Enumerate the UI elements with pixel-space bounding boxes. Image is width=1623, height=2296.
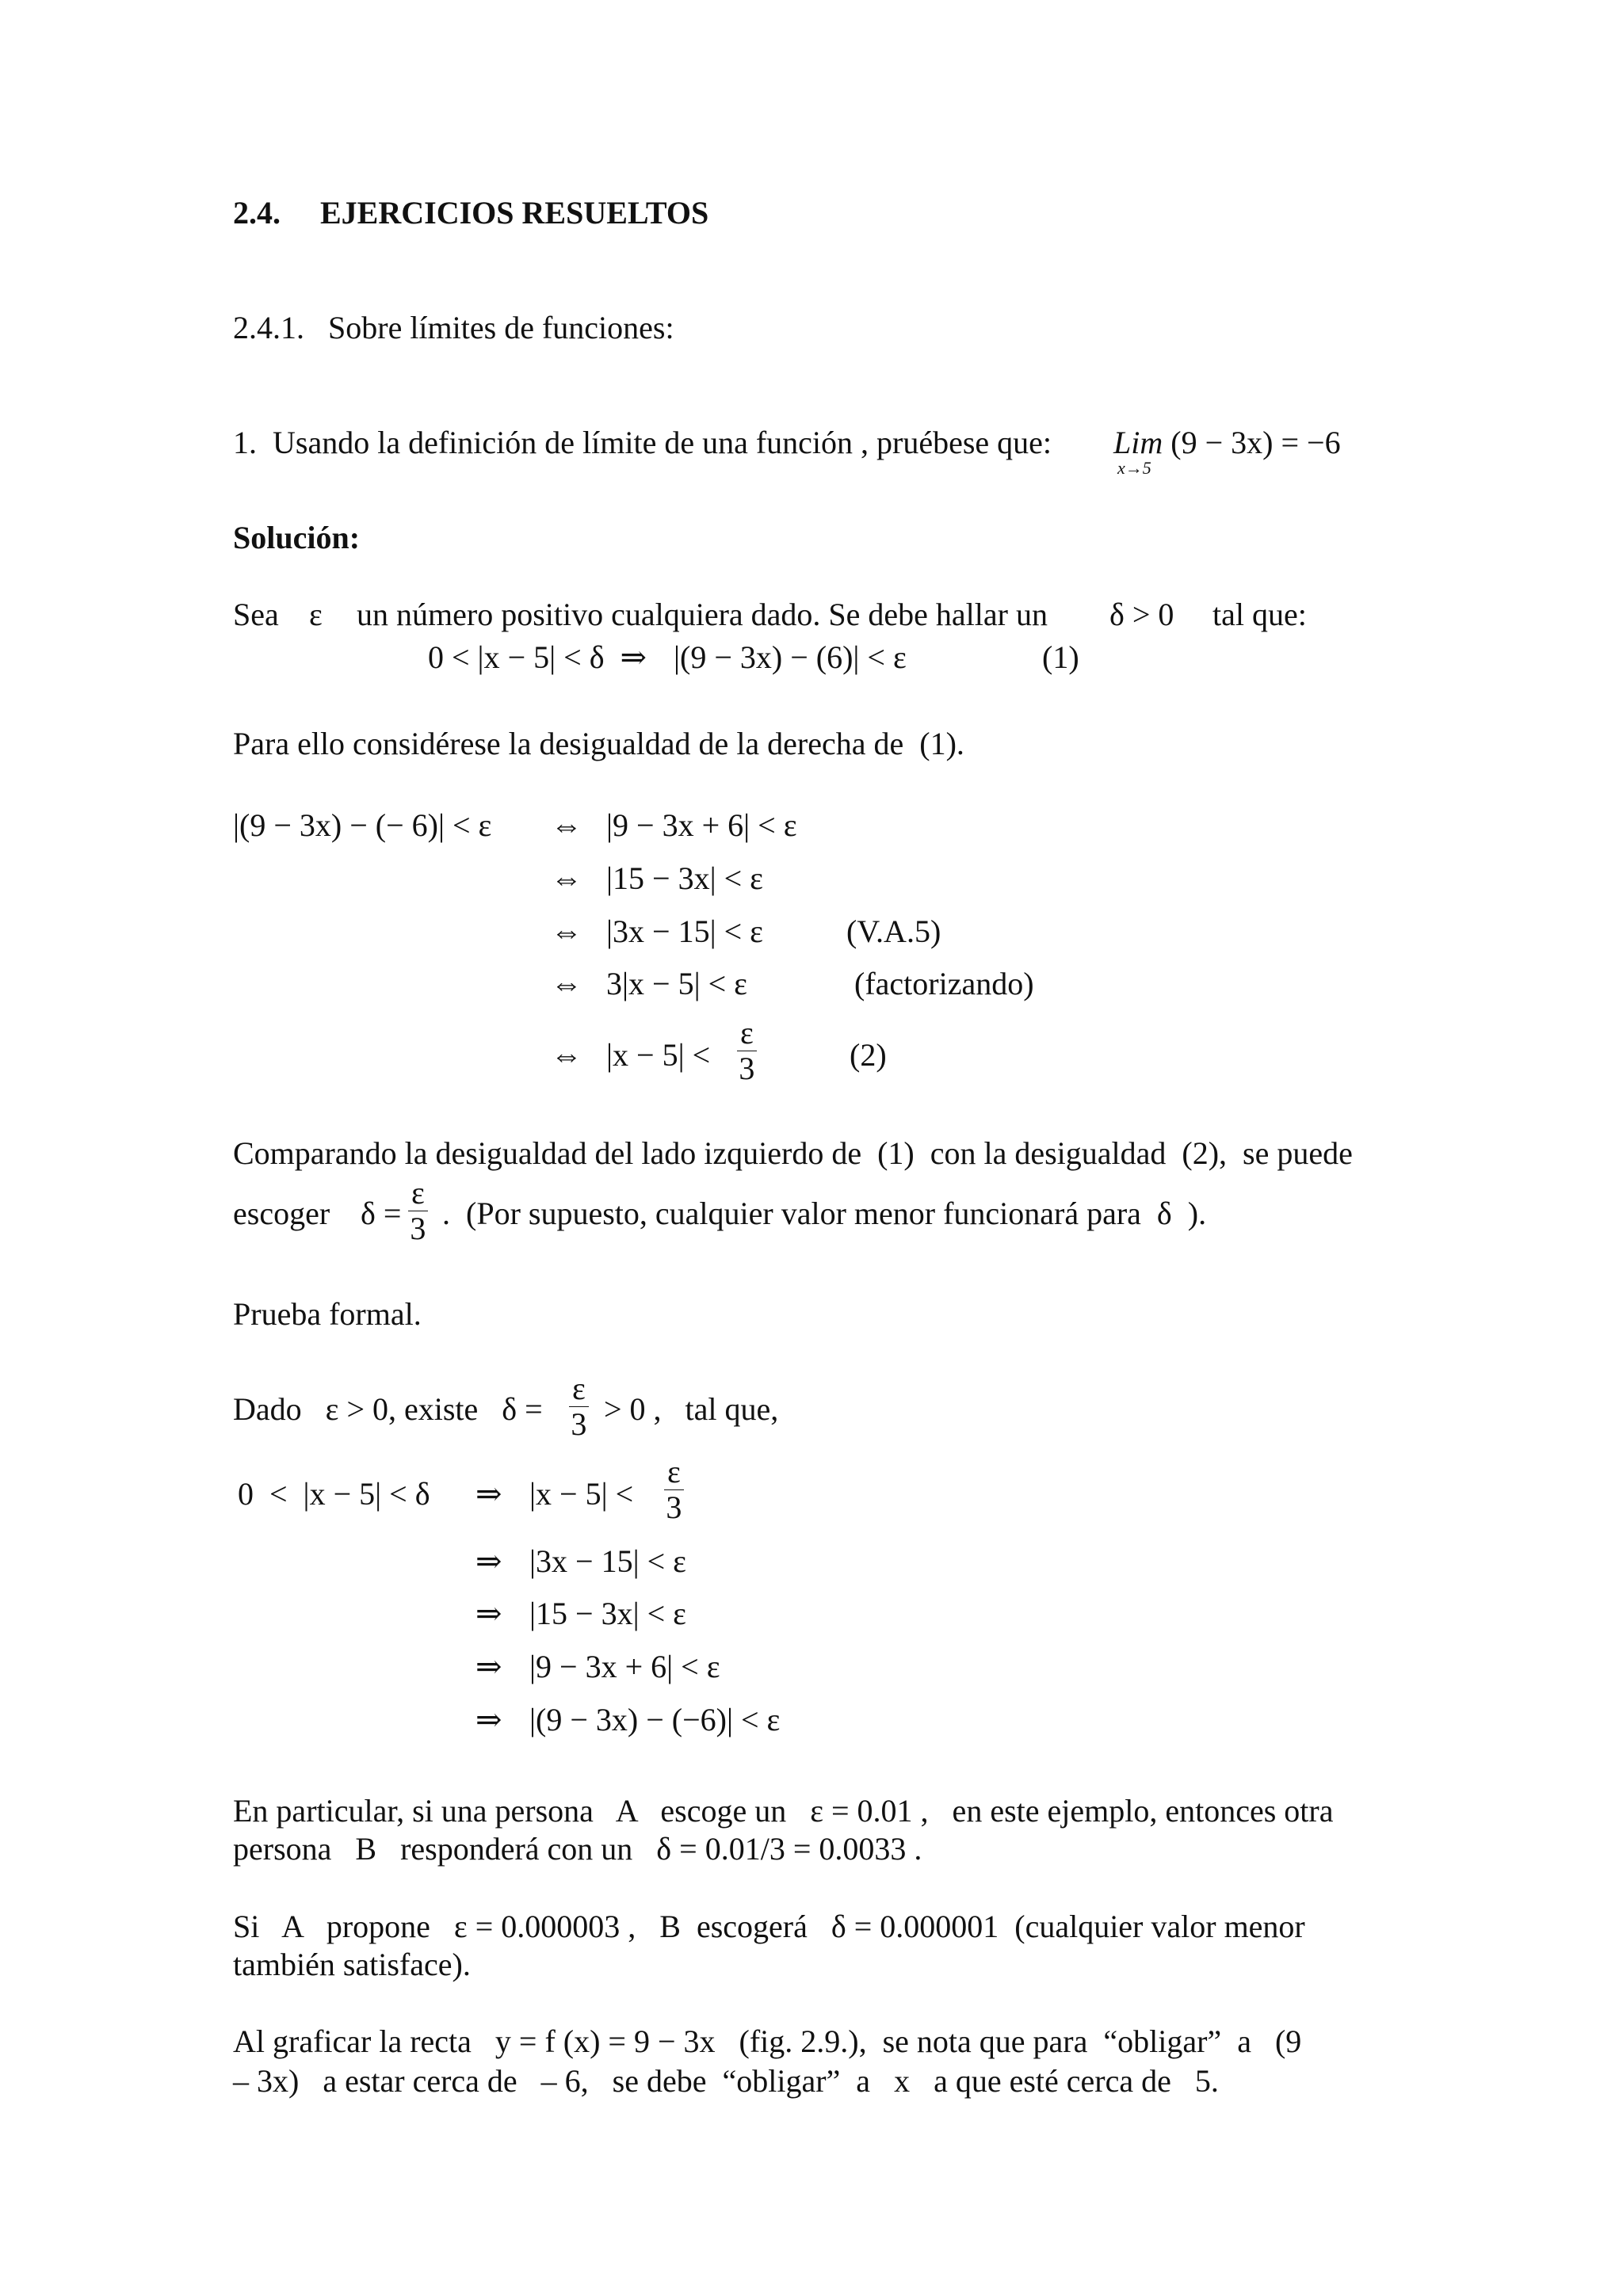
proof-op-1: ⇒ xyxy=(475,1543,502,1579)
proof-op-0: ⇒ xyxy=(475,1476,502,1512)
subsection-title: 2.4.1. Sobre límites de funciones: xyxy=(233,310,674,345)
deriv-rhs-4: |x − 5| < xyxy=(606,1037,711,1073)
eq1-right: |(9 − 3x) − (6)| < ε xyxy=(674,639,907,675)
lim-word: Lim xyxy=(1113,425,1163,460)
si-a-line1: Si A propone ε = 0.000003 , B escogerá δ = 0.000001 (cualquier valor menor xyxy=(233,1909,1305,1944)
escoger-frac: $\frac{\varepsilon}{3}$ xyxy=(408,1176,428,1246)
deriv-lhs-0: |(9 − 3x) − (− 6)| < ε xyxy=(233,807,492,843)
problem-intro: 1. Usando la definición de límite de una función , pruébese que: xyxy=(233,425,1052,460)
proof-frac: $\frac{\varepsilon}{3}$ xyxy=(664,1455,684,1525)
sea-line-delta: δ > 0 xyxy=(1109,597,1174,632)
deriv-note-4: (2) xyxy=(850,1037,887,1073)
dado-part1: Dado ε > 0, existe δ = xyxy=(233,1391,543,1427)
deriv-rhs-1: |15 − 3x| < ε xyxy=(606,860,763,896)
deriv-op-1: ⇔ xyxy=(551,860,582,896)
dado-part2: > 0 , tal que, xyxy=(604,1391,779,1427)
sea-line-part3: tal que: xyxy=(1212,597,1307,632)
eq1-label: (1) xyxy=(1042,639,1079,675)
solution-heading: Solución: xyxy=(233,520,361,555)
proof-rhs-3: |9 − 3x + 6| < ε xyxy=(529,1649,720,1684)
sea-line-epsilon: ε xyxy=(309,597,323,632)
deriv-op-0: ⇔ xyxy=(551,807,582,843)
particular-line2: persona B responderá con un δ = 0.01/3 = 0.0033 . xyxy=(233,1831,922,1867)
escoger-part1: escoger xyxy=(233,1196,330,1231)
escoger-part2: . (Por supuesto, cualquier valor menor funcionará para δ ). xyxy=(442,1196,1207,1231)
proof-lhs-0: 0 < |x − 5| < δ xyxy=(238,1476,430,1512)
sea-line-part1: Sea xyxy=(233,597,279,632)
section-title: 2.4. EJERCICIOS RESUELTOS xyxy=(233,195,709,231)
deriv-frac: $\frac{\varepsilon}{3}$ xyxy=(737,1016,757,1086)
deriv-rhs-3: 3|x − 5| < ε xyxy=(606,966,747,1001)
deriv-op-2: ⇔ xyxy=(551,913,582,949)
deriv-rhs-0: |9 − 3x + 6| < ε xyxy=(606,807,797,843)
sea-line-part2: un número positivo cualquiera dado. Se debe hallar un xyxy=(357,597,1048,632)
proof-rhs-2: |15 − 3x| < ε xyxy=(529,1596,686,1631)
proof-op-2: ⇒ xyxy=(475,1596,502,1631)
proof-rhs-4: |(9 − 3x) − (−6)| < ε xyxy=(529,1702,781,1737)
si-a-line2: también satisface). xyxy=(233,1947,471,1982)
particular-line1: En particular, si una persona A escoge un ε = 0.01 , en este ejemplo, entonces otra xyxy=(233,1793,1334,1829)
limit-body: (9 − 3x) = −6 xyxy=(1170,425,1341,460)
proof-rhs-1: |3x − 15| < ε xyxy=(529,1543,686,1579)
comparando: Comparando la desigualdad del lado izquierdo de (1) con la desigualdad (2), se puede xyxy=(233,1135,1353,1171)
graficar-line2: – 3x) a estar cerca de – 6, se debe “obligar” a x a que esté cerca de 5. xyxy=(233,2063,1219,2099)
deriv-note-2: (V.A.5) xyxy=(846,913,941,949)
graficar-line1: Al graficar la recta y = f (x) = 9 − 3x (fig. 2.9.), se nota que para “obligar” a (9 xyxy=(233,2023,1302,2059)
deriv-op-4: ⇔ xyxy=(551,1037,582,1073)
proof-rhs-0: |x − 5| < xyxy=(529,1476,634,1512)
deriv-op-3: ⇔ xyxy=(551,966,582,1001)
proof-op-4: ⇒ xyxy=(475,1702,502,1737)
dado-frac: $\frac{\varepsilon}{3}$ xyxy=(569,1371,589,1442)
eq1-left: 0 < |x − 5| < δ ⇒ xyxy=(428,639,647,675)
proof-op-3: ⇒ xyxy=(475,1649,502,1684)
escoger-delta-eq: δ = xyxy=(361,1196,402,1231)
deriv-note-3: (factorizando) xyxy=(854,966,1034,1001)
limit-subscript: x→5 xyxy=(1117,458,1151,478)
para-ello: Para ello considérese la desigualdad de la derecha de (1). xyxy=(233,726,964,761)
limit-expression xyxy=(1113,424,1341,462)
deriv-rhs-2: |3x − 15| < ε xyxy=(606,913,763,949)
prueba-formal: Prueba formal. xyxy=(233,1296,422,1332)
